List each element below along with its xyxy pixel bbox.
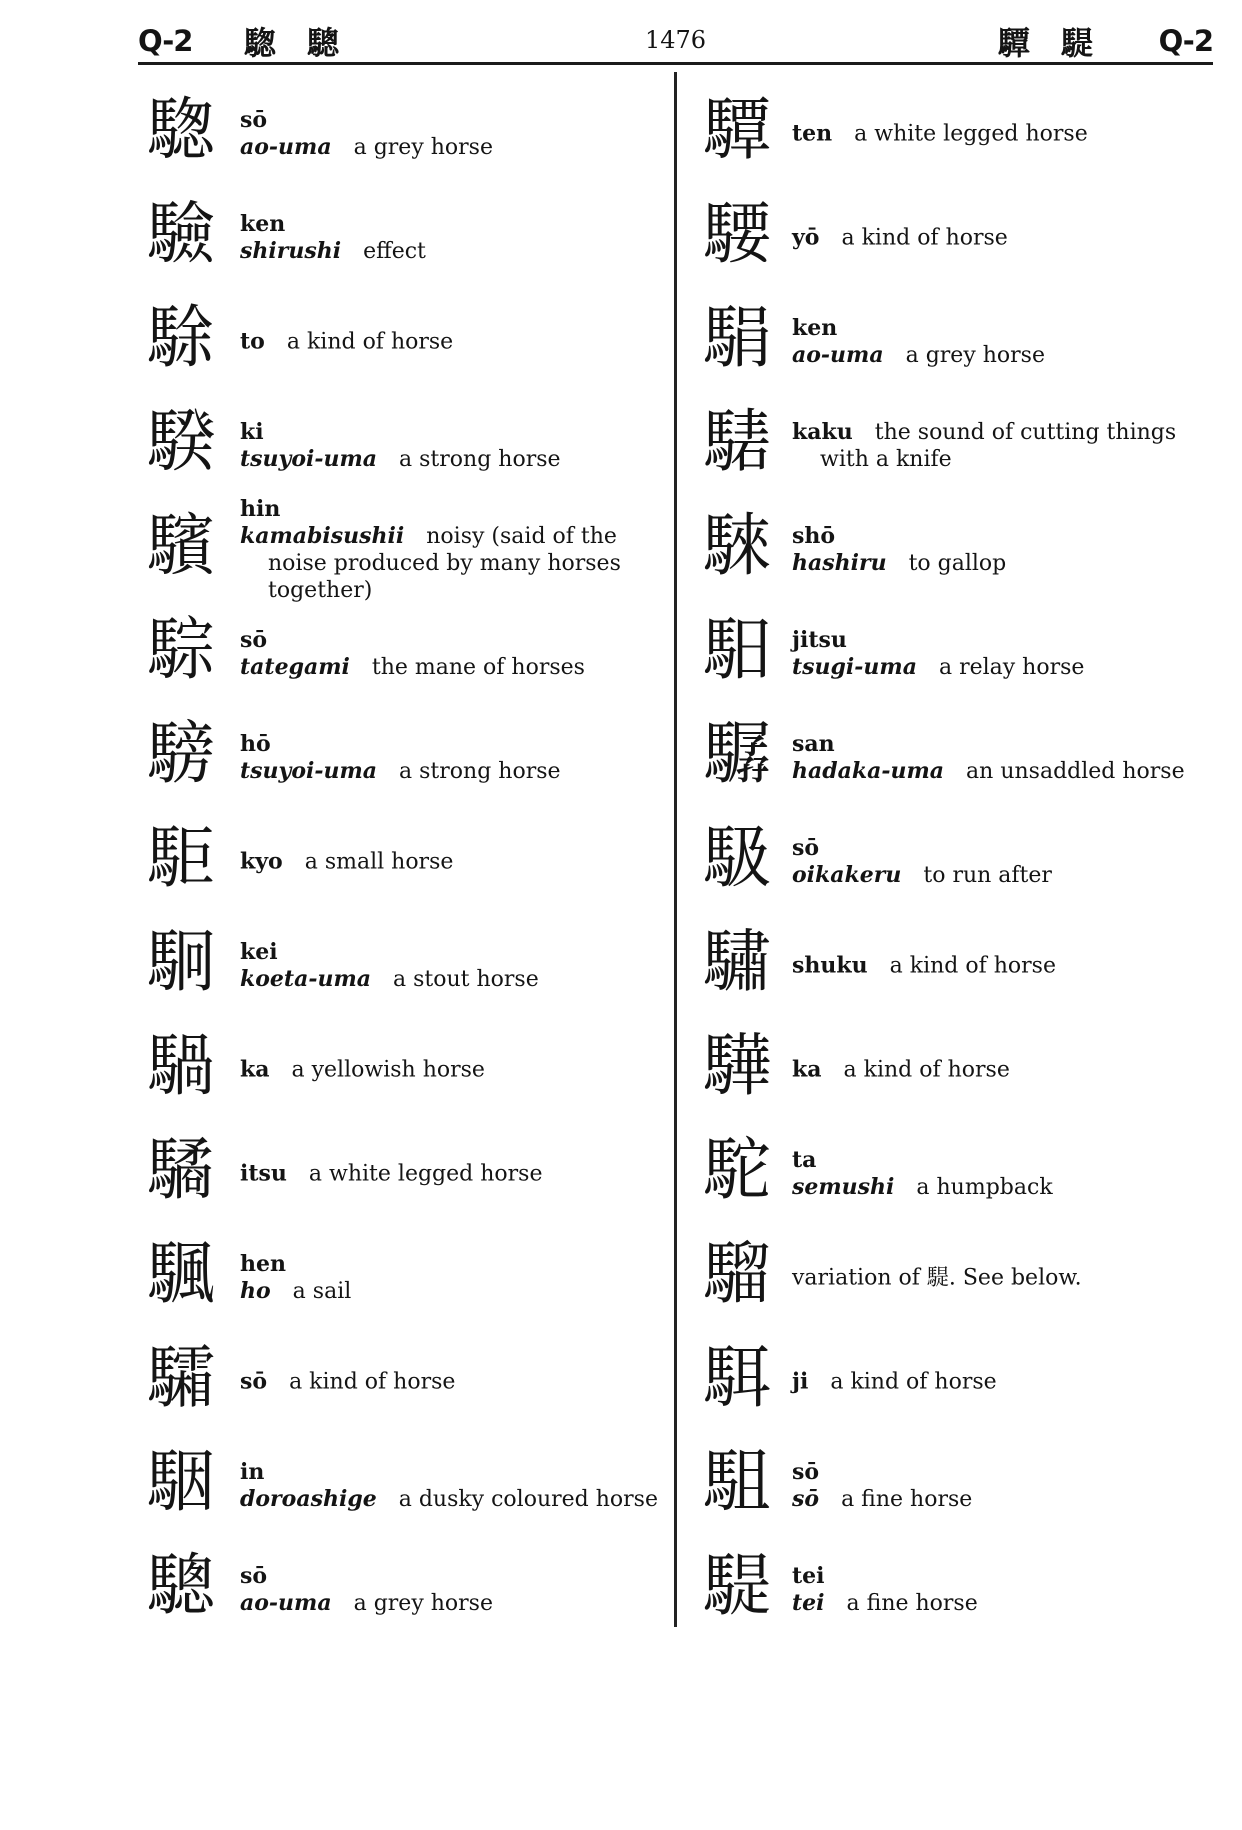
entry-text	[240, 1251, 658, 1305]
entry-meaning: a kind of horse	[889, 953, 1056, 979]
entry-meaning: a strong horse	[399, 447, 561, 472]
left-section-code: Q-2	[138, 24, 193, 58]
entry-reading: ken	[240, 211, 286, 237]
entry-text	[240, 731, 658, 785]
entry-kanji: 騤	[146, 403, 215, 482]
entry-japanese-word: shirushi	[240, 238, 342, 264]
dictionary-entry	[694, 1226, 1214, 1330]
entry-kanji: 驈	[146, 1131, 215, 1210]
entry-meaning: a kind of horse	[289, 1369, 456, 1395]
entry-kanji: 騯	[146, 715, 215, 794]
dictionary-entry	[694, 394, 1214, 498]
entry-text	[792, 953, 1214, 980]
entry-text	[240, 107, 658, 161]
dictionary-entry	[138, 1018, 658, 1122]
dictionary-entry	[694, 1330, 1214, 1434]
entry-kanji: 驌	[702, 923, 771, 1002]
entry-meaning: to gallop	[908, 551, 1007, 576]
dictionary-entry	[138, 1434, 658, 1538]
entry-kanji: 驔	[702, 91, 771, 170]
entry-meaning: to run after	[923, 863, 1052, 888]
entry-reading: ki	[240, 419, 264, 445]
right-guide-kanji: 驔 騠	[997, 24, 1103, 62]
entry-text	[792, 121, 1214, 148]
entry-meaning: a humpback	[916, 1175, 1053, 1200]
entry-text	[240, 849, 658, 876]
dictionary-entry	[138, 1226, 658, 1330]
left-column	[138, 82, 658, 1642]
entry-kanji: 驏	[702, 715, 771, 794]
entry-japanese-word: tsugi-uma	[792, 654, 917, 680]
entry-kanji: 驗	[146, 195, 215, 274]
entry-reading: kei	[240, 939, 278, 965]
entry-text	[792, 1563, 1214, 1617]
dictionary-entry	[694, 914, 1214, 1018]
entry-kanji: 駰	[146, 1443, 215, 1522]
entry-japanese-word: tsuyoi-uma	[240, 446, 378, 472]
dictionary-entry	[694, 186, 1214, 290]
entry-japanese-word: tategami	[240, 654, 350, 680]
entry-text	[240, 1057, 658, 1084]
entry-text	[240, 1459, 658, 1513]
entry-japanese-word: tei	[792, 1590, 825, 1616]
entry-japanese-word: ao-uma	[792, 342, 884, 368]
entry-meaning: a kind of horse	[286, 329, 454, 355]
entry-meaning: a fine horse	[846, 1591, 978, 1616]
dictionary-entry	[138, 810, 658, 914]
entry-text	[792, 225, 1214, 252]
header-rule	[138, 62, 1213, 65]
entry-kanji: 駉	[146, 923, 215, 1002]
entry-reading: jitsu	[792, 627, 847, 653]
entry-japanese-word: doroashige	[240, 1486, 377, 1512]
dictionary-entry	[694, 290, 1214, 394]
entry-reading: sō	[240, 1563, 268, 1589]
dictionary-entry	[694, 1434, 1214, 1538]
entry-kanji: 馹	[702, 611, 771, 690]
left-guide-kanji: 騘 驄	[244, 24, 350, 62]
entry-japanese-word: koeta-uma	[240, 966, 371, 992]
entry-meaning: the mane of horses	[371, 655, 585, 680]
entry-kanji: 驦	[146, 1339, 215, 1418]
entry-japanese-word: sō	[792, 1486, 820, 1512]
entry-reading: ka	[792, 1056, 822, 1083]
entry-meaning: a relay horse	[938, 655, 1085, 680]
dictionary-entry	[694, 1018, 1214, 1122]
entry-reading: sō	[240, 107, 268, 133]
entry-japanese-word: kamabisushii	[240, 523, 405, 549]
entry-kanji: 騮	[702, 1235, 771, 1314]
entry-reading: sō	[792, 1459, 820, 1485]
entry-text	[792, 835, 1214, 889]
entry-reading: sō	[240, 1368, 268, 1395]
entry-text	[792, 419, 1214, 473]
dictionary-entry	[138, 914, 658, 1018]
entry-kanji: 驞	[146, 507, 215, 586]
entry-meaning: a grey horse	[353, 135, 493, 160]
entry-text	[240, 627, 658, 681]
entry-text	[240, 1369, 658, 1396]
dictionary-entry	[138, 602, 658, 706]
entry-meaning: effect	[363, 239, 426, 264]
dictionary-entry	[694, 1122, 1214, 1226]
entry-text	[792, 627, 1214, 681]
entry-meaning: a white legged horse	[308, 1161, 543, 1187]
column-divider	[674, 72, 677, 1627]
dictionary-entry	[138, 1122, 658, 1226]
entry-kanji: 駏	[146, 819, 215, 898]
entry-meaning: a kind of horse	[830, 1369, 997, 1395]
entry-japanese-word: hadaka-uma	[792, 758, 945, 784]
entry-reading: sō	[240, 627, 268, 653]
right-column	[694, 82, 1214, 1642]
entry-kanji: 騕	[702, 195, 771, 274]
entry-japanese-word: oikakeru	[792, 862, 902, 888]
entry-kanji: 駝	[702, 1131, 771, 1210]
entry-japanese-word: ao-uma	[240, 1590, 332, 1616]
entry-reading: itsu	[240, 1160, 287, 1187]
entry-kanji: 騋	[702, 507, 771, 586]
entry-text	[792, 1369, 1214, 1396]
dictionary-entry	[138, 1330, 658, 1434]
entry-kanji: 駔	[702, 1443, 771, 1522]
entry-meaning: a strong horse	[399, 759, 561, 784]
dictionary-entry	[694, 498, 1214, 602]
entry-reading: hō	[240, 731, 271, 757]
entry-kanji: 騞	[702, 403, 771, 482]
dictionary-entry	[138, 498, 658, 602]
entry-kanji: 駽	[702, 299, 771, 378]
entry-text	[240, 1161, 658, 1188]
dictionary-entry	[138, 82, 658, 186]
entry-meaning: a fine horse	[841, 1487, 973, 1512]
entry-meaning: a stout horse	[393, 967, 539, 992]
entry-japanese-word: ho	[240, 1278, 271, 1304]
entry-meaning: noisy (said of the noise produced by many horses together)	[268, 524, 621, 603]
entry-japanese-word: semushi	[792, 1174, 895, 1200]
entry-text	[240, 419, 658, 473]
dictionary-entry	[138, 290, 658, 394]
entry-reading: sō	[792, 835, 820, 861]
entry-text	[792, 523, 1214, 577]
entry-text	[240, 329, 658, 356]
page-number: 1476	[644, 26, 707, 54]
entry-japanese-word: ao-uma	[240, 134, 332, 160]
entry-meaning: an unsaddled horse	[966, 759, 1185, 784]
entry-reading: shō	[792, 523, 836, 549]
entry-kanji: 駬	[702, 1339, 771, 1418]
entry-meaning: a grey horse	[905, 343, 1045, 368]
dictionary-entry	[694, 1538, 1214, 1642]
entry-meaning: a dusky coloured horse	[398, 1487, 658, 1512]
dictionary-entry	[694, 810, 1214, 914]
dictionary-entry	[694, 602, 1214, 706]
entry-japanese-word: tsuyoi-uma	[240, 758, 378, 784]
entry-meaning: variation of 騠. See below.	[792, 1265, 1082, 1291]
entry-reading: hin	[240, 496, 281, 522]
entry-kanji: 騘	[146, 91, 215, 170]
entry-reading: yō	[792, 224, 820, 251]
entry-meaning: a white legged horse	[854, 121, 1088, 147]
entry-meaning: a kind of horse	[841, 225, 1008, 251]
entry-text	[240, 939, 658, 993]
entry-kanji: 騌	[146, 611, 215, 690]
right-section-code: Q-2	[1158, 24, 1213, 58]
entry-reading: kaku	[792, 419, 853, 445]
dictionary-entry	[694, 82, 1214, 186]
entry-reading: ken	[792, 315, 838, 341]
entry-text	[240, 211, 658, 265]
entry-meaning: the sound of cutting things with a knife	[820, 420, 1177, 472]
entry-kanji: 騧	[146, 1027, 215, 1106]
dictionary-entry	[138, 1538, 658, 1642]
entry-reading: san	[792, 731, 835, 757]
entry-reading: in	[240, 1459, 265, 1485]
entry-kanji: 颿	[146, 1235, 215, 1314]
entry-text	[792, 1459, 1214, 1513]
entry-meaning: a kind of horse	[843, 1057, 1010, 1083]
entry-kanji: 驊	[702, 1027, 771, 1106]
entry-text	[792, 1265, 1214, 1292]
entry-reading: shuku	[792, 952, 868, 979]
entry-reading: kyo	[240, 848, 283, 875]
entry-text	[792, 1057, 1214, 1084]
entry-meaning: a small horse	[304, 849, 454, 875]
entry-kanji: 駼	[146, 299, 215, 378]
dictionary-entry	[138, 706, 658, 810]
entry-reading: ji	[792, 1368, 809, 1395]
entry-text	[240, 496, 658, 604]
entry-reading: ta	[792, 1147, 817, 1173]
entry-meaning: a grey horse	[353, 1591, 493, 1616]
entry-meaning: a sail	[292, 1279, 352, 1304]
entry-text	[792, 315, 1214, 369]
entry-reading: ka	[240, 1056, 270, 1083]
dictionary-entry	[694, 706, 1214, 810]
entry-kanji: 馺	[702, 819, 771, 898]
entry-kanji: 驄	[146, 1547, 215, 1626]
entry-reading: to	[240, 328, 265, 355]
dictionary-entry	[138, 186, 658, 290]
entry-text	[240, 1563, 658, 1617]
entry-japanese-word: hashiru	[792, 550, 887, 576]
entry-reading: hen	[240, 1251, 286, 1277]
entry-kanji: 騠	[702, 1547, 771, 1626]
entry-text	[792, 731, 1214, 785]
entry-reading: tei	[792, 1563, 825, 1589]
dictionary-entry	[138, 394, 658, 498]
entry-reading: ten	[792, 120, 833, 147]
entry-meaning: a yellowish horse	[291, 1057, 485, 1083]
entry-text	[792, 1147, 1214, 1201]
